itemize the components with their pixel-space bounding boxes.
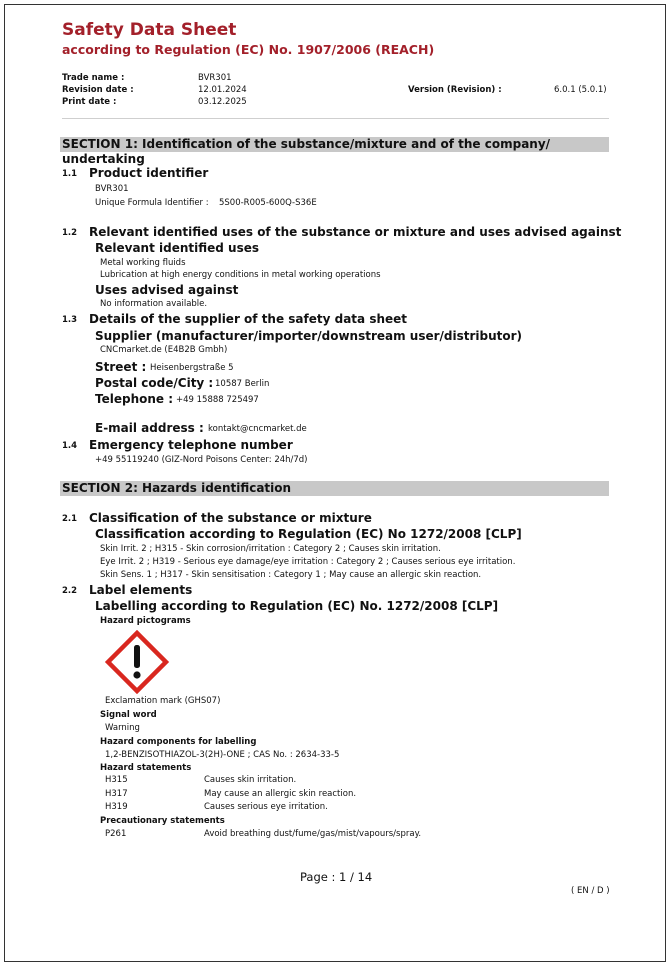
page-number: Page : 1 / 14	[300, 870, 373, 884]
version-label: Version (Revision) :	[408, 85, 502, 95]
section-1-3-title: Details of the supplier of the safety data sheet	[89, 312, 408, 326]
signal-word-value: Warning	[105, 723, 140, 733]
supplier-name: CNCmarket.de (E4B2B Gmbh)	[100, 345, 228, 355]
signal-word-heading: Signal word	[100, 710, 157, 720]
classification-item: Eye Irrit. 2 ; H319 - Serious eye damage/eye irritation : Category 2 ; Causes serious eye irritation.	[100, 557, 516, 567]
section-1-2-title: Relevant identified uses of the substance or mixture and uses advised against	[89, 225, 622, 239]
email-value: kontakt@cncmarket.de	[208, 424, 307, 434]
telephone-label: Telephone :	[95, 392, 174, 406]
revision-date-label: Revision date :	[62, 85, 134, 95]
use-item: Metal working fluids	[100, 258, 186, 268]
street-value: Heisenbergstraße 5	[150, 363, 234, 373]
language-code: ( EN / D )	[571, 886, 610, 896]
print-date-label: Print date :	[62, 97, 117, 107]
document-subtitle: according to Regulation (EC) No. 1907/2006 (REACH)	[62, 42, 435, 57]
clp-heading: Classification according to Regulation (EC) No 1272/2008 [CLP]	[95, 527, 522, 541]
exclamation-mark-pictogram-icon	[105, 630, 169, 694]
ufi-value: 5S00-R005-600Q-S36E	[219, 198, 317, 208]
hazard-code: H319	[105, 802, 128, 812]
section-1-4-title: Emergency telephone number	[89, 438, 293, 452]
section-1-3-number: 1.3	[62, 315, 78, 325]
version-value: 6.0.1 (5.0.1)	[554, 85, 607, 95]
components-value: 1,2-BENZISOTHIAZOL-3(2H)-ONE ; CAS No. : 2634-33-5	[105, 750, 340, 760]
classification-item: Skin Sens. 1 ; H317 - Skin sensitisation : Category 1 ; May cause an allergic skin reaction.	[100, 570, 482, 580]
section-2-1-number: 2.1	[62, 514, 78, 524]
email-label: E-mail address :	[95, 421, 204, 435]
ufi-label: Unique Formula Identifier :	[95, 198, 209, 208]
hazard-code: H317	[105, 789, 128, 799]
section-1-1-number: 1.1	[62, 169, 78, 179]
trade-name-value: BVR301	[198, 73, 232, 83]
telephone-value: +49 15888 725497	[176, 395, 259, 405]
labelling-heading: Labelling according to Regulation (EC) No. 1272/2008 [CLP]	[95, 599, 499, 613]
use-item: Lubrication at high energy conditions in metal working operations	[100, 270, 381, 280]
section-2-1-title: Classification of the substance or mixture	[89, 511, 372, 525]
product-name: BVR301	[95, 184, 129, 194]
hazard-text: Causes serious eye irritation.	[204, 802, 328, 812]
section-1-4-number: 1.4	[62, 441, 78, 451]
section-2-2-title: Label elements	[89, 583, 193, 597]
hazard-code: H315	[105, 775, 128, 785]
revision-date-value: 12.01.2024	[198, 85, 247, 95]
trade-name-label: Trade name :	[62, 73, 125, 83]
advised-against-value: No information available.	[100, 299, 208, 309]
precautionary-text: Avoid breathing dust/fume/gas/mist/vapours/spray.	[204, 829, 422, 839]
precautionary-code: P261	[105, 829, 127, 839]
section-2-2-number: 2.2	[62, 586, 78, 596]
section-1-2-number: 1.2	[62, 228, 78, 238]
advised-against-heading: Uses advised against	[95, 283, 239, 297]
components-heading: Hazard components for labelling	[100, 737, 257, 747]
postal-value: 10587 Berlin	[215, 379, 270, 389]
section-1-1-title: Product identifier	[89, 166, 209, 180]
hazard-text: May cause an allergic skin reaction.	[204, 789, 357, 799]
precautionary-heading: Precautionary statements	[100, 816, 225, 826]
pictograms-heading: Hazard pictograms	[100, 616, 191, 626]
postal-label: Postal code/City :	[95, 376, 214, 390]
classification-item: Skin Irrit. 2 ; H315 - Skin corrosion/irritation : Category 2 ; Causes skin irritation.	[100, 544, 441, 554]
section-2-heading: SECTION 2: Hazards identification	[60, 481, 609, 496]
uses-heading: Relevant identified uses	[95, 241, 260, 255]
supplier-heading: Supplier (manufacturer/importer/downstream user/distributor)	[95, 329, 523, 343]
hazard-statements-heading: Hazard statements	[100, 763, 192, 773]
section-1-heading: SECTION 1: Identification of the substance/mixture and of the company/ undertaking	[60, 137, 609, 152]
document-title: Safety Data Sheet	[62, 20, 237, 40]
hazard-text: Causes skin irritation.	[204, 775, 297, 785]
pictogram-caption: Exclamation mark (GHS07)	[105, 696, 221, 706]
print-date-value: 03.12.2025	[198, 97, 247, 107]
emergency-number: +49 55119240 (GIZ-Nord Poisons Center: 24h/7d)	[95, 455, 308, 465]
street-label: Street :	[95, 360, 147, 374]
header-divider	[62, 118, 609, 119]
